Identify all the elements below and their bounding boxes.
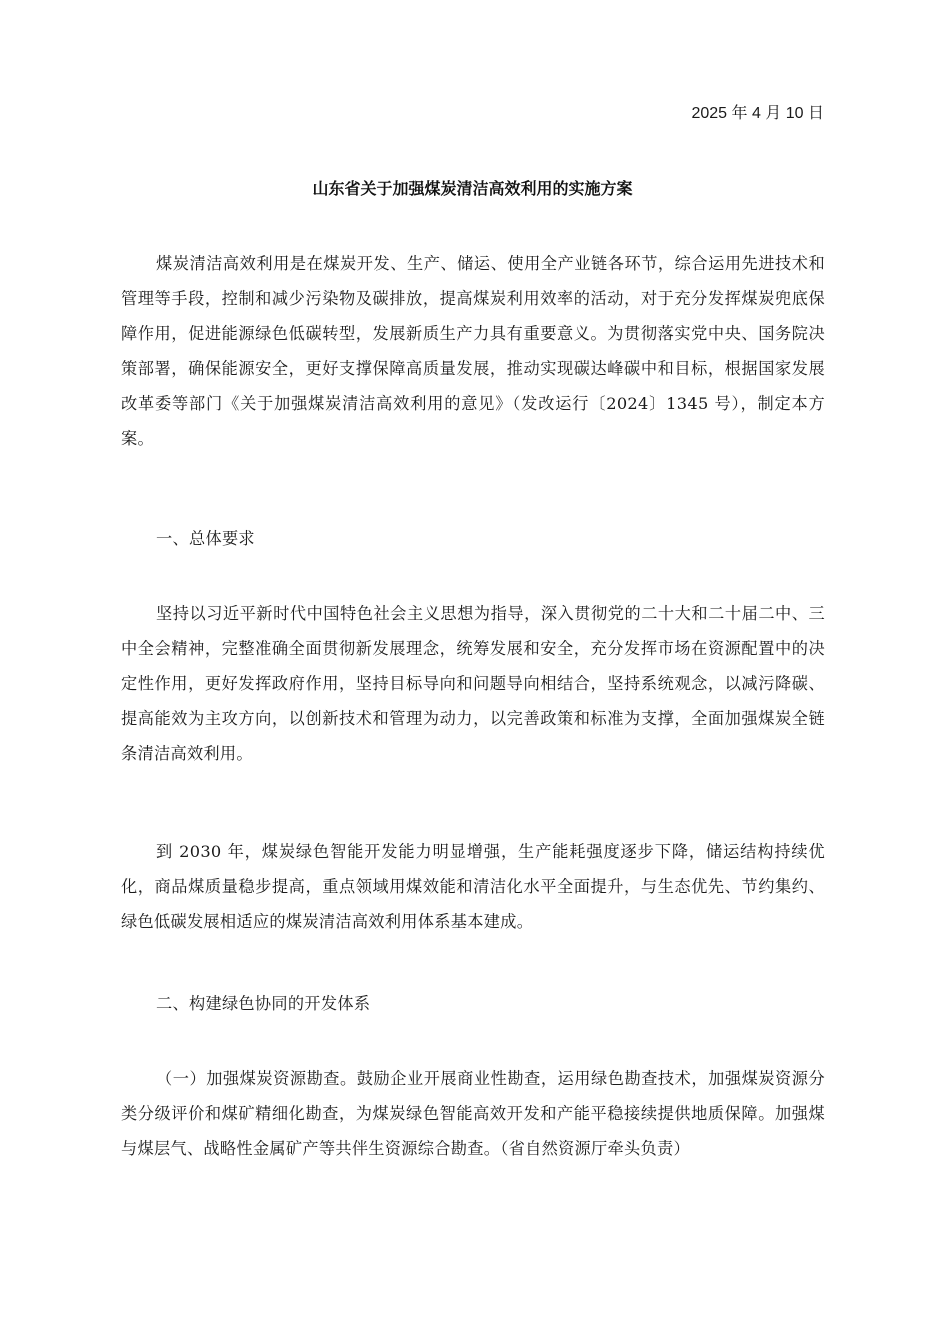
section-paragraph: （一）加强煤炭资源勘查。鼓励企业开展商业性勘查，运用绿色勘查技术，加强煤炭资源分类分级评价和煤矿精细化勘查，为煤炭绿色智能高效开发和产能平稳接续提供地质保障。加强煤与煤层气、战略性金属矿产等共伴生资源综合勘查。（省自然资源厅牵头负责） [121,1069,825,1158]
section-2-paragraph-1-block [121,1061,825,1166]
intro-paragraph: 煤炭清洁高效利用是在煤炭开发、生产、储运、使用全产业链各环节，综合运用先进技术和管理等手段，控制和减少污染物及碳排放，提高煤炭利用效率的活动，对于充分发挥煤炭兜底保障作用，促进能源绿色低碳转型，发展新质生产力具有重要意义。为贯彻落实党中央、国务院决策部署，确保能源安全，更好支撑保障高质量发展，推动实现碳达峰碳中和目标，根据国家发展改革委等部门《关于加强煤炭清洁高效利用的意见》（发改运行〔2024〕1345 号），制定本方案。 [121,254,825,448]
section-paragraph: 到 2030 年，煤炭绿色智能开发能力明显增强，生产能耗强度逐步下降，储运结构持续优化，商品煤质量稳步提高，重点领域用煤效能和清洁化水平全面提升，与生态优先、节约集约、绿色低碳发展相适应的煤炭清洁高效利用体系基本建成。 [121,842,825,931]
section-paragraph: 坚持以习近平新时代中国特色社会主义思想为指导，深入贯彻党的二十大和二十届二中、三中全会精神，完整准确全面贯彻新发展理念，统筹发展和安全，充分发挥市场在资源配置中的决定性作用，更好发挥政府作用，坚持目标导向和问题导向相结合，坚持系统观念，以减污降碳、提高能效为主攻方向，以创新技术和管理为动力，以完善政策和标准为支撑，全面加强煤炭全链条清洁高效利用。 [121,604,825,763]
section-1-paragraph-2-block [121,834,825,939]
document-title: 山东省关于加强煤炭清洁高效利用的实施方案 [312,179,633,198]
section-heading: 一、总体要求 [156,529,255,548]
section-heading: 二、构建绿色协同的开发体系 [156,994,371,1013]
section-1-paragraph-1-block [121,596,825,771]
section-1-heading-block [121,521,825,556]
section-2-heading-block [121,986,825,1021]
intro-block [121,246,825,456]
document-date: 2025 年 4 月 10 日 [691,105,824,122]
